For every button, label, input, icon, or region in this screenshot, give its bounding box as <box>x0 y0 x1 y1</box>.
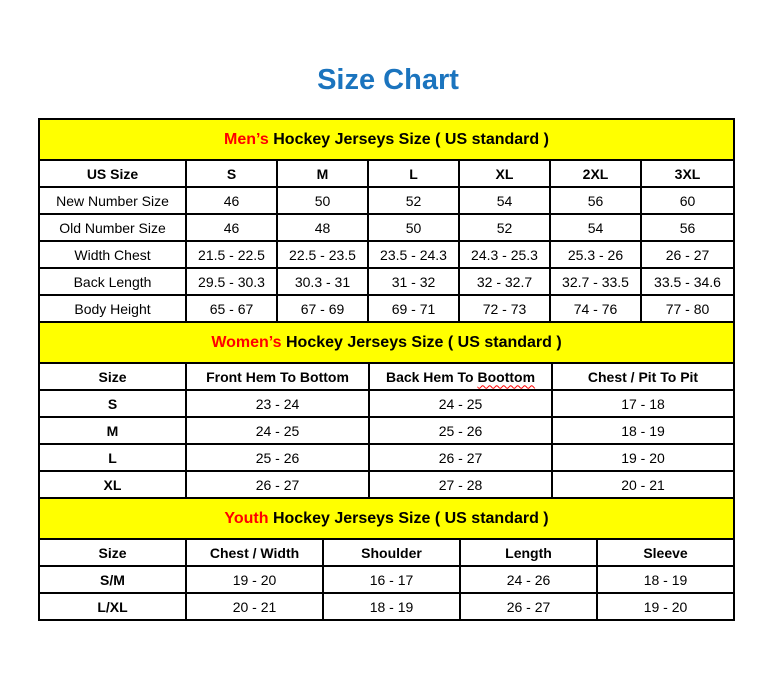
page <box>0 64 776 692</box>
column-header: M <box>277 160 368 187</box>
table-cell: 25 - 26 <box>369 417 552 444</box>
row-label: L <box>39 444 186 471</box>
row-label: XL <box>39 471 186 498</box>
table-cell: 19 - 20 <box>552 444 734 471</box>
table-cell: 54 <box>459 187 550 214</box>
row-label: L/XL <box>39 593 186 620</box>
table-cell: 69 - 71 <box>368 295 459 322</box>
youth-header-row <box>39 539 734 566</box>
table-cell: 32.7 - 33.5 <box>550 268 641 295</box>
row-label: Old Number Size <box>39 214 186 241</box>
column-header: Front Hem To Bottom <box>186 363 369 390</box>
youth-table-title-row <box>39 498 734 539</box>
table-cell: 21.5 - 22.5 <box>186 241 277 268</box>
column-header: Size <box>39 363 186 390</box>
table-row <box>39 214 734 241</box>
womens-title-highlight: Women’s <box>211 333 282 351</box>
table-cell: 65 - 67 <box>186 295 277 322</box>
table-row <box>39 444 734 471</box>
table-cell: 20 - 21 <box>186 593 323 620</box>
womens-title-text: Hockey Jerseys Size ( US standard ) <box>286 333 562 351</box>
column-header: 3XL <box>641 160 734 187</box>
womens-size-table <box>38 321 735 499</box>
table-cell: 25 - 26 <box>186 444 369 471</box>
table-cell: 67 - 69 <box>277 295 368 322</box>
table-cell: 24.3 - 25.3 <box>459 241 550 268</box>
table-cell: 72 - 73 <box>459 295 550 322</box>
table-cell: 52 <box>459 214 550 241</box>
table-row <box>39 241 734 268</box>
table-row <box>39 471 734 498</box>
table-cell: 50 <box>277 187 368 214</box>
table-cell: 26 - 27 <box>369 444 552 471</box>
table-cell: 24 - 25 <box>369 390 552 417</box>
table-cell: 17 - 18 <box>552 390 734 417</box>
table-cell: 19 - 20 <box>186 566 323 593</box>
table-cell: 22.5 - 23.5 <box>277 241 368 268</box>
table-cell: 46 <box>186 187 277 214</box>
row-label: Back Length <box>39 268 186 295</box>
mens-title-text: Hockey Jerseys Size ( US standard ) <box>273 130 549 148</box>
column-header: Chest / Pit To Pit <box>552 363 734 390</box>
table-cell: 23.5 - 24.3 <box>368 241 459 268</box>
column-header: Size <box>39 539 186 566</box>
row-label: Width Chest <box>39 241 186 268</box>
table-cell: 18 - 19 <box>552 417 734 444</box>
womens-header-row <box>39 363 734 390</box>
table-cell: 24 - 26 <box>460 566 597 593</box>
table-cell: 30.3 - 31 <box>277 268 368 295</box>
mens-header-row <box>39 160 734 187</box>
row-label: S <box>39 390 186 417</box>
mens-title-highlight: Men’s <box>224 130 269 148</box>
table-cell: 16 - 17 <box>323 566 460 593</box>
table-cell: 18 - 19 <box>323 593 460 620</box>
table-cell: 25.3 - 26 <box>550 241 641 268</box>
column-header: Chest / Width <box>186 539 323 566</box>
womens-table-title-row <box>39 322 734 363</box>
column-header-text: Back Hem To <box>385 368 478 385</box>
table-cell: 52 <box>368 187 459 214</box>
table-cell: 29.5 - 30.3 <box>186 268 277 295</box>
table-row <box>39 566 734 593</box>
table-row <box>39 417 734 444</box>
table-cell: 56 <box>641 214 734 241</box>
table-cell: 77 - 80 <box>641 295 734 322</box>
youth-title-highlight: Youth <box>224 509 269 527</box>
youth-table-title <box>39 498 734 539</box>
womens-table-title <box>39 322 734 363</box>
table-cell: 60 <box>641 187 734 214</box>
table-row <box>39 268 734 295</box>
row-label: Body Height <box>39 295 186 322</box>
column-header: Length <box>460 539 597 566</box>
mens-size-table <box>38 118 735 323</box>
column-header: US Size <box>39 160 186 187</box>
mens-table-title-row <box>39 119 734 160</box>
table-cell: 33.5 - 34.6 <box>641 268 734 295</box>
table-cell: 32 - 32.7 <box>459 268 550 295</box>
column-header: 2XL <box>550 160 641 187</box>
row-label: S/M <box>39 566 186 593</box>
table-cell: 24 - 25 <box>186 417 369 444</box>
table-row <box>39 593 734 620</box>
table-cell: 54 <box>550 214 641 241</box>
table-row <box>39 295 734 322</box>
column-header: Shoulder <box>323 539 460 566</box>
table-cell: 26 - 27 <box>641 241 734 268</box>
table-cell: 19 - 20 <box>597 593 734 620</box>
column-header: Sleeve <box>597 539 734 566</box>
table-cell: 31 - 32 <box>368 268 459 295</box>
table-cell: 23 - 24 <box>186 390 369 417</box>
mens-table-title <box>39 119 734 160</box>
table-cell: 26 - 27 <box>460 593 597 620</box>
page-title: Size Chart <box>317 64 459 96</box>
table-cell: 26 - 27 <box>186 471 369 498</box>
row-label: New Number Size <box>39 187 186 214</box>
table-cell: 20 - 21 <box>552 471 734 498</box>
row-label: M <box>39 417 186 444</box>
column-header <box>369 363 552 390</box>
youth-title-text: Hockey Jerseys Size ( US standard ) <box>272 509 549 527</box>
table-cell: 56 <box>550 187 641 214</box>
table-row <box>39 390 734 417</box>
table-cell: 46 <box>186 214 277 241</box>
column-header: XL <box>459 160 550 187</box>
size-tables-container <box>38 118 735 621</box>
column-header: S <box>186 160 277 187</box>
youth-size-table <box>38 497 735 621</box>
table-row <box>39 187 734 214</box>
table-cell: 27 - 28 <box>369 471 552 498</box>
table-cell: 50 <box>368 214 459 241</box>
misspelled-word: Boottom <box>477 368 536 385</box>
table-cell: 18 - 19 <box>597 566 734 593</box>
table-cell: 74 - 76 <box>550 295 641 322</box>
column-header: L <box>368 160 459 187</box>
table-cell: 48 <box>277 214 368 241</box>
